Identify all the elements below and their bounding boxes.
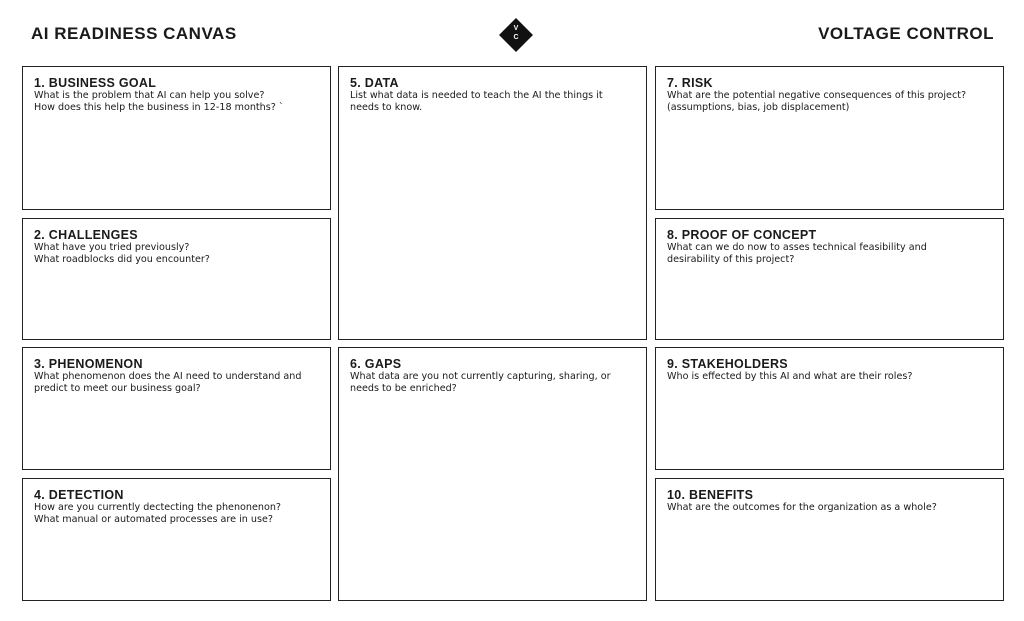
section-title: 8. PROOF OF CONCEPT <box>667 228 817 242</box>
section-challenges[interactable] <box>22 218 331 340</box>
section-title: 5. DATA <box>350 76 399 90</box>
section-business-goal[interactable] <box>22 66 331 210</box>
section-detection[interactable] <box>22 478 331 601</box>
section-title: 7. RISK <box>667 76 713 90</box>
section-gaps[interactable] <box>338 347 647 601</box>
section-stakeholders[interactable] <box>655 347 1004 470</box>
section-risk[interactable] <box>655 66 1004 210</box>
brand-name: VOLTAGE CONTROL <box>818 24 994 43</box>
section-description: What is the problem that AI can help you solve? How does this help the business in 12-18 months? ` <box>34 90 284 113</box>
section-title: 6. GAPS <box>350 357 402 371</box>
section-description: What are the potential negative consequences of this project? (assumptions, bias, job displacement) <box>667 90 967 113</box>
page-title: AI READINESS CANVAS <box>31 24 237 43</box>
section-description: What phenomenon does the AI need to understand and predict to meet our business goal? <box>34 371 302 394</box>
section-description: How are you currently dectecting the phenonenon? What manual or automated processes are in use? <box>34 502 281 525</box>
logo-text: V C <box>513 25 519 41</box>
section-title: 9. STAKEHOLDERS <box>667 357 788 371</box>
section-description: List what data is needed to teach the AI the things it needs to know. <box>350 90 603 113</box>
section-title: 4. DETECTION <box>34 488 124 502</box>
section-proof-of-concept[interactable] <box>655 218 1004 340</box>
section-title: 10. BENEFITS <box>667 488 754 502</box>
section-description: What are the outcomes for the organization as a whole? <box>667 502 937 513</box>
section-description: What data are you not currently capturing, sharing, or needs to be enriched? <box>350 371 611 394</box>
section-title: 3. PHENOMENON <box>34 357 143 371</box>
section-description: Who is effected by this AI and what are their roles? <box>667 371 913 382</box>
section-title: 2. CHALLENGES <box>34 228 138 242</box>
section-benefits[interactable] <box>655 478 1004 601</box>
section-description: What have you tried previously? What roadblocks did you encounter? <box>34 242 210 265</box>
section-data[interactable] <box>338 66 647 340</box>
section-title: 1. BUSINESS GOAL <box>34 76 157 90</box>
section-description: What can we do now to asses technical feasibility and desirability of this project? <box>667 242 927 265</box>
section-phenomenon[interactable] <box>22 347 331 470</box>
